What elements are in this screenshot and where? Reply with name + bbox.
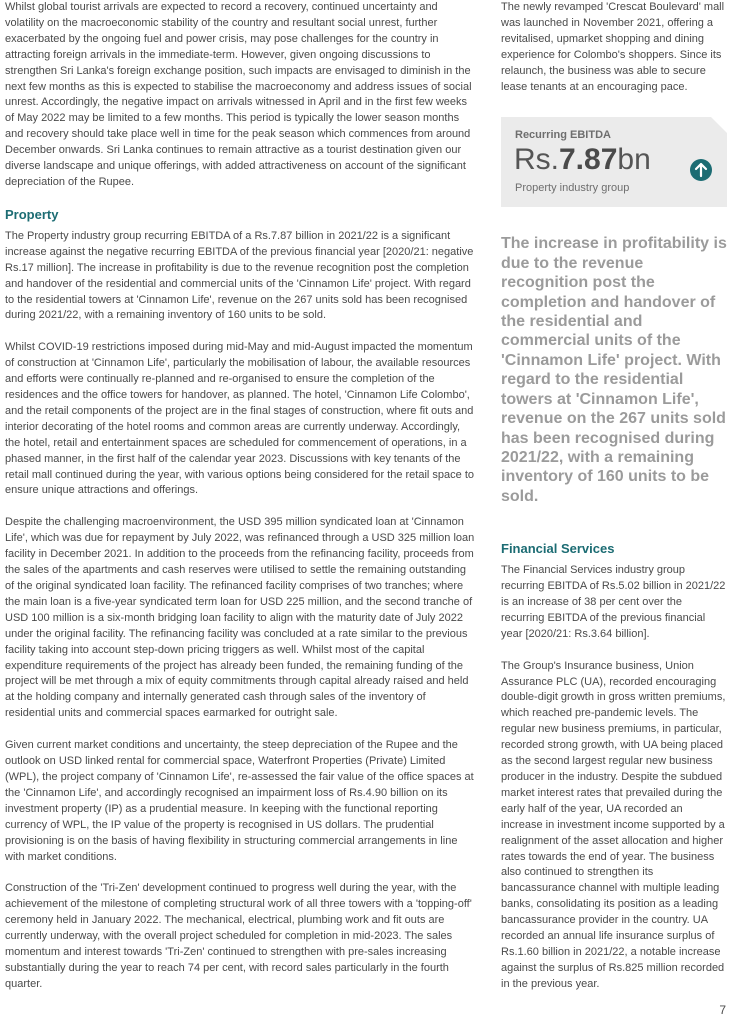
financial-paragraph: The Group's Insurance business, Union Assurance PLC (UA), recorded encouraging double-digit growth in gross written premiums, which reached pre-pandemic levels. The regular new business premiums, in particular, recorded strong growth, with UA being placed as the second largest regular new business producer in the industry. Despite the subdued market interest rates that prevailed during the early half of the year, UA recorded an increase in investment income supported by a realignment of the asset allocation and higher rates towards the end of year. The business also continued to strengthen its bancassurance channel with multiple leading banks, consolidating its position as a leading bancassurance provider in the country. UA recorded an annual life insurance surplus of Rs.1.60 billion in 2021/22, a notable increase against the surplus of Rs.825 million recorded in the previous year.: [501, 659, 726, 990]
ebitda-unit: bn: [617, 143, 651, 177]
ebitda-number: 7.87: [559, 143, 618, 177]
ebitda-prefix: Rs.: [514, 143, 559, 177]
ebitda-subtitle: Property industry group: [515, 182, 630, 195]
crescat-paragraph: The newly revamped 'Crescat Boulevard' mall was launched in November 2021, offering a revitalised, upmarket shopping and dining experience for Colombo's shoppers. Since its relaunch, the business was able to secure lease tenants at an encouraging pace.: [501, 1, 725, 93]
property-paragraph: The Property industry group recurring EBITDA of a Rs.7.87 billion in 2021/22 is a significant increase against the negative recurring EBITDA of the previous financial year [2020/21: negative Rs.17 million]. The increase in profitability is due to the revenue recognition post the completion and handover of the residential and commercial units of the 'Cinnamon Life' project. With regard to the residential towers at 'Cinnamon Life', revenue on the 267 units sold has been recognised during 2021/22, with a remaining inventory of 160 units to be sold.: [5, 229, 474, 322]
financial-paragraph: The Financial Services industry group recurring EBITDA of Rs.5.02 billion in 2021/22 is an increase of 38 per cent over the recurring EBITDA of the previous financial year [2020/21: Rs.3.64 billion].: [501, 564, 726, 640]
property-paragraph: Despite the challenging macroenvironment, the USD 395 million syndicated loan at 'Cinnamon Life', which was due for repayment by July 2022, was refinanced through a USD 325 million loan facility in December 2021. In addition to the proceeds from the refinancing facility, proceeds from the sales of the apartments and cash reserves were utilised to settle the remaining outstanding of the original syndicated loan facility. The refinanced facility comprises of two tranches; where the main loan is a five-year syndicated term loan for USD 225 million, and the second tranche of USD 100 million is a six-month bridging loan facility to align with the maturity date of July 2022 under the original facility. The refinancing facility was concluded at a rate similar to the previous facility taking into account step-down pricing triggers as well. Whilst most of the capital expenditure requirements of the project has already been funded, the remaining funding of the project will be met through a mix of equity commitments through capital already raised and held at the holding company and internally generated cash through sales of the inventory of residential units and commercial spaces earmarked for outright sale.: [5, 516, 475, 720]
arrow-up-icon: [690, 159, 712, 181]
property-paragraph: Whilst COVID-19 restrictions imposed during mid-May and mid-August impacted the momentum of construction at 'Cinnamon Life', particularly the mobilisation of labour, the available resources and efforts were continually re-planned and re-organised to ensure the completion of the residences and the office towers for handover, as planned. The hotel, 'Cinnamon Life Colombo', and the retail components of the project are in the final stages of construction, where fit outs and interior decorating of the hotel rooms and common areas are currently underway. Accordingly, the hotel, retail and entertainment spaces are scheduled for commencement of operations, in a phased manner, in the first half of the calendar year 2023. Discussions with key tenants of the retail mall continued during the year, with various options being considered for the retail space to ensure unique attractions and offerings.: [5, 341, 474, 497]
ebitda-value: [514, 142, 651, 178]
property-paragraph: Construction of the 'Tri-Zen' development continued to progress well during the year, with the achievement of the milestone of completing structural work of all three towers with a 'topping-off' ceremony held in January 2022. The mechanical, electrical, plumbing work and fit outs are currently underway, with the overall project scheduled for completion in mid-2023. The sales momentum and interest towards 'Tri-Zen' continued to strengthen with pre-sales increasing substantially during the year to reach 74 per cent, with record sales particularly in the fourth quarter.: [5, 882, 472, 990]
financial-services-heading: Financial Services: [501, 541, 615, 557]
left-column: [5, 0, 478, 1009]
property-paragraph: Given current market conditions and uncertainty, the steep depreciation of the Rupee and the outlook on USD linked rental for commercial space, Waterfront Properties (Private) Limited (WPL), the project company of 'Cinnamon Life', re-assessed the fair value of the office spaces at the 'Cinnamon Life', and accordingly recognised an impairment loss of Rs.4.90 billion on its investment property (IP) as a prudential measure. In keeping with the functional reporting currency of WPL, the IP value of the property is recognised in US dollars. The prudential provisioning is on the basis of having flexibility in structuring commercial arrangements in line with market conditions.: [5, 739, 474, 863]
intro-paragraph: Whilst global tourist arrivals are expected to record a recovery, continued uncertainty and volatility on the macroeconomic stability of the country and resultant social unrest, further exacerbated by the ongoing fuel and power crisis, may pose challenges for the country in attracting foreign arrivals in the immediate-term. However, given ongoing discussions to strengthen Sri Lanka's foreign exchange position, such impacts are envisaged to diminish in the next few months as this is expected to stabilise the macroeconomy and address issues of social unrest. Accordingly, the negative impact on arrivals witnessed in April and in the first few weeks of May 2022 may be limited to a few months. This period is typically the lower season months and recovery should take place well in time for the peak season which commences from around December onwards. Sri Lanka continues to remain attractive as a tourist destination given our diverse landscape and unique offerings, with added attractiveness on account of the significant depreciation of the Rupee.: [5, 1, 472, 188]
card-corner-fold: [711, 117, 727, 133]
pull-quote: The increase in profitability is due to the revenue recognition post the completion and handover of the residential and commercial units of the 'Cinnamon Life' project. With regard to the residential towers at 'Cinnamon Life', revenue on the 267 units sold has been recognised during 2021/22, with a remaining inventory of 160 units to be sold.: [501, 235, 727, 505]
property-heading: Property: [5, 206, 59, 222]
right-column: [501, 0, 727, 1009]
ebitda-card: [501, 117, 727, 207]
ebitda-label: Recurring EBITDA: [515, 129, 611, 142]
page-number: 7: [719, 1003, 726, 1017]
